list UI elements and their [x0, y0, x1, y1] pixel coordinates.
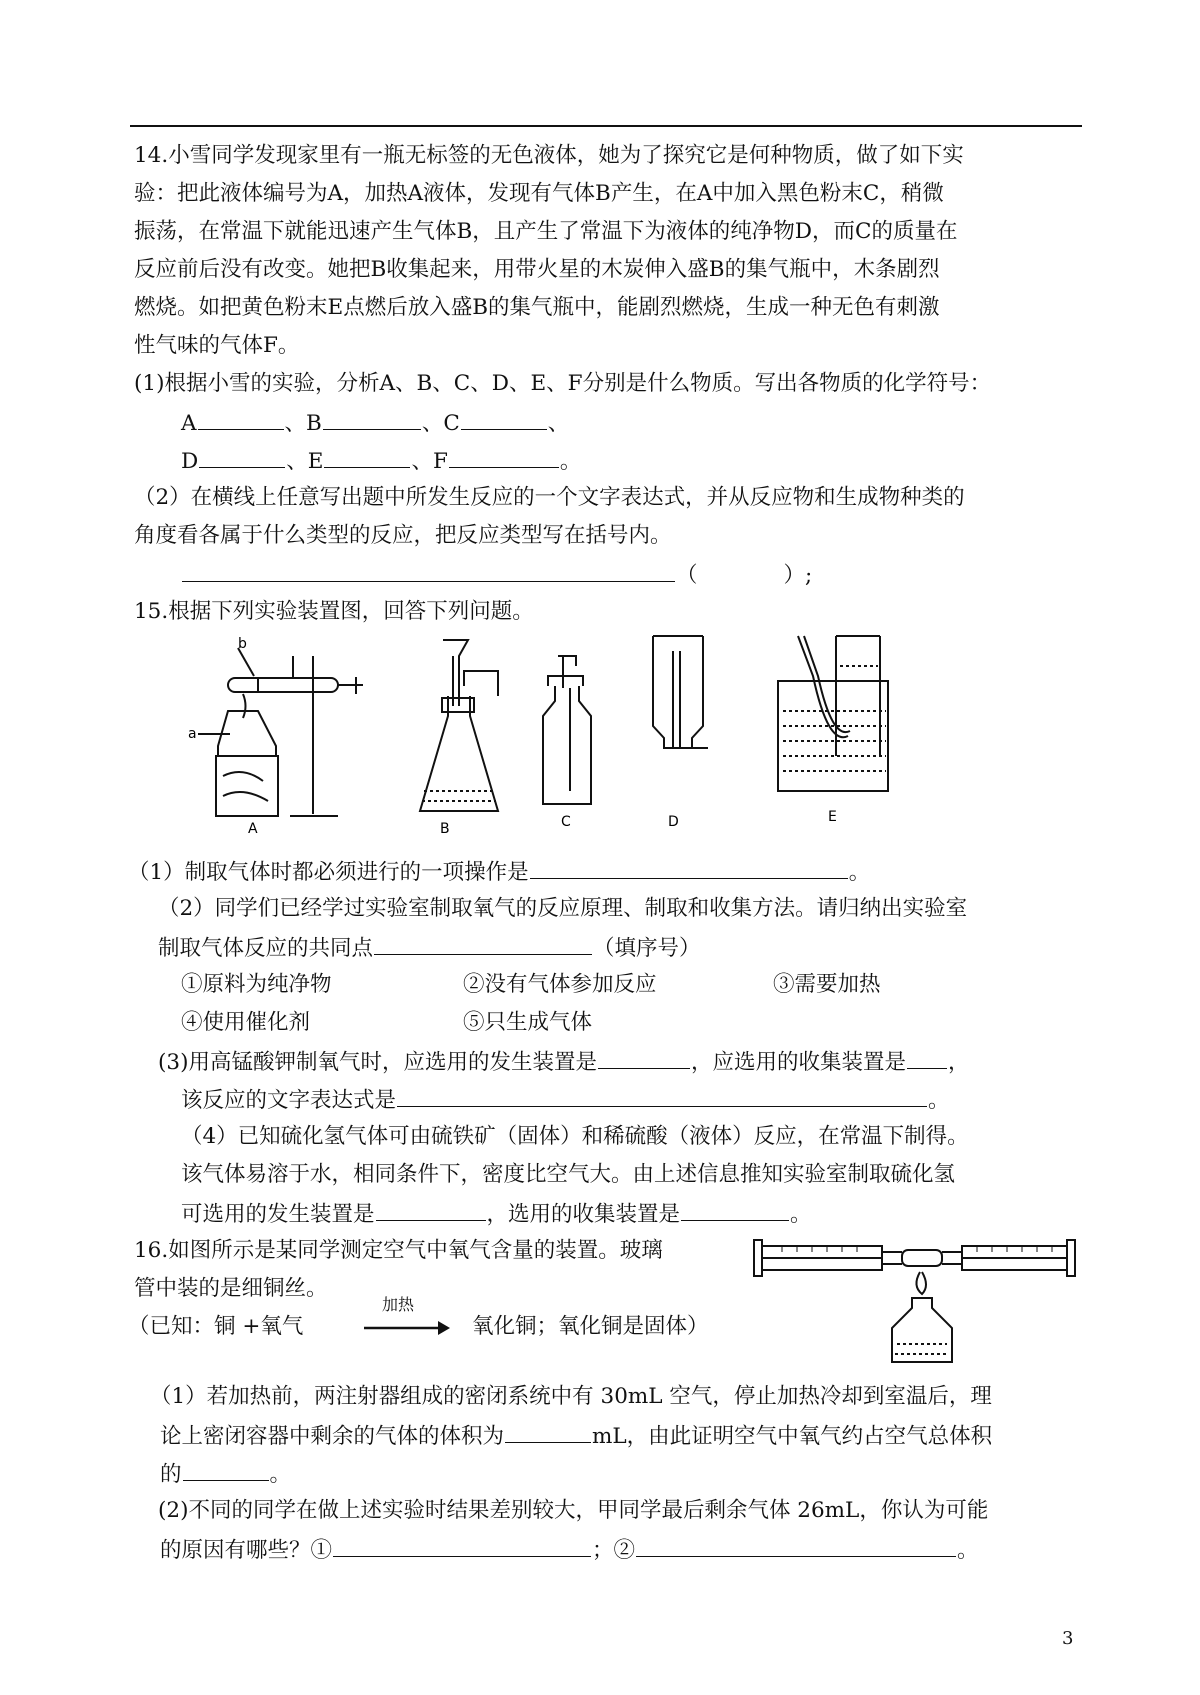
option-1: ①原料为纯净物 [181, 972, 332, 997]
q16-known-suffix: 氧化铜；氧化铜是固体） [472, 1314, 709, 1339]
label-b: 、B [284, 411, 322, 436]
fig-label-d: D [668, 814, 679, 830]
q15-part4-end: 。 [790, 1202, 812, 1227]
answer-blank-a[interactable] [198, 407, 284, 430]
q16-part1-line3 [160, 1458, 1110, 1490]
q15-part3-text2: ，应选用的收集装置是 [690, 1050, 906, 1075]
q16-part2-mid: ；② [592, 1538, 636, 1563]
generator-blank[interactable] [598, 1046, 690, 1069]
q15-part1-text: （1）制取气体时都必须进行的一项操作是 [128, 860, 529, 885]
separator: 、 [547, 411, 570, 436]
q16-part1-end: 。 [269, 1462, 292, 1487]
fraction-blank[interactable] [183, 1458, 269, 1481]
q15-part4-line3 [181, 1198, 1131, 1230]
option-4: ④使用催化剂 [181, 1010, 311, 1035]
expression-blank[interactable] [182, 559, 675, 582]
page-number: 3 [1062, 1628, 1074, 1649]
fig-label-a: A [248, 821, 258, 837]
paren-open: （ [676, 563, 698, 588]
option-2: ②没有气体参加反应 [463, 972, 657, 997]
top-rule [130, 125, 1082, 127]
q15-part1-blank[interactable] [530, 856, 848, 879]
q16-stem-line2: 管中装的是细铜丝。 [134, 1276, 328, 1301]
answer-blank-e[interactable] [324, 445, 410, 468]
apparatus-figure [188, 636, 978, 837]
reason-blank-2[interactable] [636, 1534, 956, 1557]
paren-close: ）; [783, 563, 813, 588]
q16-stem-line1: 16.如图所示是某同学测定空气中氧气含量的装置。玻璃 [134, 1238, 663, 1263]
q15-part2-hint: （填序号） [593, 936, 701, 961]
q16-part2-text: 的原因有哪些？① [160, 1538, 333, 1563]
q16-part1-text2: mL，由此证明空气中氧气约占空气总体积 [592, 1424, 993, 1449]
expression-blank[interactable] [397, 1084, 927, 1107]
syringe-apparatus-figure [752, 1236, 1082, 1376]
q16-known-text: （已知：铜 +氧气 [128, 1314, 304, 1339]
fig-label-e: E [828, 809, 837, 825]
q14-blanks-row1 [181, 407, 1131, 439]
q15-options-row1 [181, 970, 1131, 1000]
label-c: 、C [421, 411, 460, 436]
q14-part2-line: 角度看各属于什么类型的反应，把反应类型写在括号内。 [134, 523, 672, 548]
fig-label-small-b: b [238, 636, 247, 652]
q15-part2-line2 [158, 932, 1108, 964]
q15-stem: 15.根据下列实验装置图，回答下列问题。 [134, 599, 534, 624]
apparatus-c [543, 656, 591, 804]
h2s-collector-blank[interactable] [681, 1198, 789, 1221]
q14-stem-line: 反应前后没有改变。她把B收集起来，用带火星的木炭伸入盛B的集气瓶中，木条剧烈 [134, 257, 940, 282]
q15-part1 [128, 856, 1078, 888]
q15-options-row2 [181, 1008, 1131, 1038]
apparatus-d [653, 636, 708, 748]
q14-blanks-row2 [181, 445, 1131, 477]
q15-part4-line1: （4）已知硫化氢气体可由硫铁矿（固体）和稀硫酸（液体）反应，在常温下制得。 [181, 1124, 969, 1149]
apparatus-e [778, 636, 888, 791]
q14-stem-line: 振荡，在常温下就能迅速产生气体B，且产生了常温下为液体的纯净物D，而C的质量在 [134, 219, 958, 244]
answer-blank-f[interactable] [449, 445, 559, 468]
label-f: 、F [411, 449, 448, 474]
reaction-arrow-icon [362, 1318, 452, 1338]
q14-expression-row [181, 559, 1131, 591]
q14-part2-line: （2）在横线上任意写出题中所发生反应的一个文字表达式，并从反应物和生成物种类的 [134, 485, 965, 510]
q16-part2-line1: (2)不同的同学在做上述实验时结果差别较大，甲同学最后剩余气体 26mL，你认为可能 [158, 1498, 989, 1523]
q15-part2-text: 制取气体反应的共同点 [158, 936, 374, 961]
fig-label-b: B [440, 821, 450, 837]
option-3: ③需要加热 [773, 972, 881, 997]
q14-stem-line: 性气味的气体F。 [134, 333, 300, 358]
q15-part3-line2 [181, 1084, 1131, 1116]
q16-part2-line2 [160, 1534, 1110, 1566]
reason-blank-1[interactable] [333, 1534, 591, 1557]
q16-part1-line1: （1）若加热前，两注射器组成的密闭系统中有 30mL 空气，停止加热冷却到室温后，理 [150, 1384, 992, 1409]
h2s-generator-blank[interactable] [376, 1198, 486, 1221]
q14-stem-line: 验：把此液体编号为A，加热A液体，发现有气体B产生，在A中加入黑色粉末C，稍微 [134, 181, 944, 206]
q14-stem-line: 14.小雪同学发现家里有一瓶无标签的无色液体，她为了探究它是何种物质，做了如下实 [134, 143, 964, 168]
answer-blank-d[interactable] [199, 445, 285, 468]
q15-part1-end: 。 [848, 860, 871, 885]
period: 。 [559, 449, 582, 474]
q14-part1: (1)根据小雪的实验，分析A、B、C、D、E、F分别是什么物质。写出各物质的化学符号： [134, 371, 992, 396]
q14-stem-line: 燃烧。如把黄色粉末E点燃后放入盛B的集气瓶中，能剧烈燃烧，生成一种无色有刺激 [134, 295, 940, 320]
q15-part3-end: 。 [928, 1088, 950, 1113]
q15-part4-text: 可选用的发生装置是 [181, 1202, 375, 1227]
q15-part4-line2: 该气体易溶于水，相同条件下，密度比空气大。由上述信息推知实验室制取硫化氢 [181, 1162, 956, 1187]
q15-part2-blank[interactable] [374, 932, 592, 955]
apparatus-b [420, 640, 498, 811]
fig-label-c: C [561, 814, 571, 830]
option-5: ⑤只生成气体 [463, 1010, 593, 1035]
collector-blank[interactable] [907, 1046, 947, 1069]
q15-part2-line1: （2）同学们已经学过实验室制取氧气的反应原理、制取和收集方法。请归纳出实验室 [158, 896, 968, 921]
q15-part3-expr-text: 该反应的文字表达式是 [181, 1088, 397, 1113]
answer-blank-b[interactable] [323, 407, 421, 430]
apparatus-a [198, 648, 363, 816]
q15-part3-comma: ， [947, 1050, 970, 1075]
q16-part1-line2 [160, 1420, 1110, 1452]
label-e: 、E [286, 449, 324, 474]
fig-label-small-a: a [188, 726, 197, 742]
q15-part3-text: (3)用高锰酸钾制氧气时，应选用的发生装置是 [158, 1050, 597, 1075]
q16-part2-end: 。 [957, 1538, 979, 1563]
q15-part3-line1 [158, 1046, 1108, 1078]
volume-blank[interactable] [505, 1420, 591, 1443]
q16-part1-text: 论上密闭容器中剩余的气体的体积为 [160, 1424, 505, 1449]
label-d: D [181, 449, 199, 474]
q15-part4-text2: ，选用的收集装置是 [486, 1202, 681, 1227]
q16-part1-text3: 的 [160, 1462, 182, 1487]
arrow-label: 加热 [382, 1295, 415, 1314]
label-a: A [181, 411, 197, 436]
answer-blank-c[interactable] [461, 407, 547, 430]
